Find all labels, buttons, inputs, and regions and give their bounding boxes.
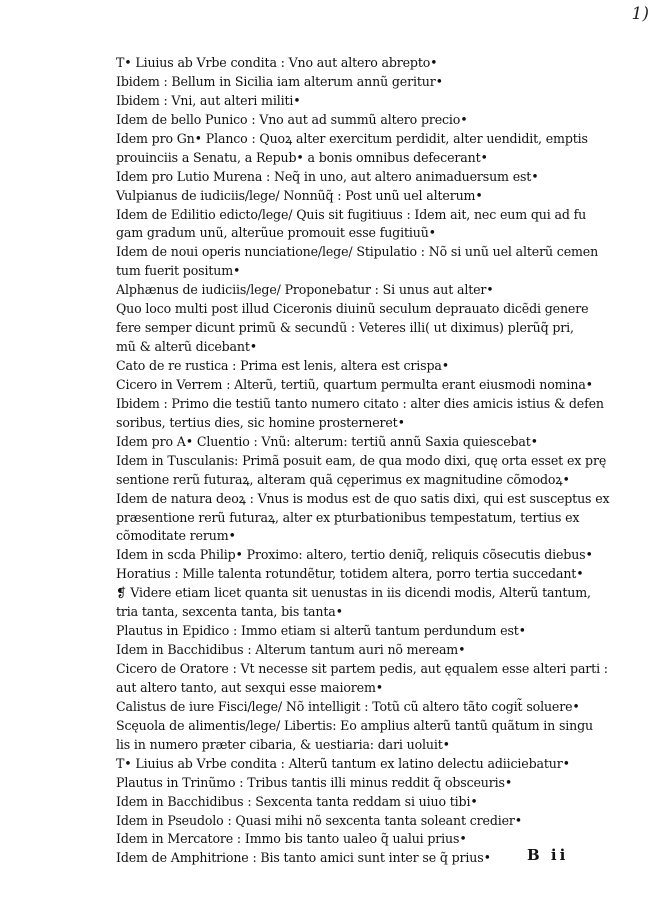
text-line: sentione rerũ futuraꝝ, alteram quã cęperimus ex magnitudine cõmodoꝝ• <box>116 471 570 487</box>
text-block <box>116 54 616 868</box>
text-line: tum fuerit positum• <box>116 263 241 279</box>
text-line: Idem de noui operis nunciatione/lege/ Stipulatio : Nõ si unũ uel alterũ cemen <box>116 244 599 260</box>
text-line: Ibidem : Primo die testiũ tanto numero citato : alter dies amicis istius & defen <box>116 395 604 411</box>
text-line: Quo loco multi post illud Ciceronis diuinũ seculum deprauato dicẽdi genere <box>116 301 589 317</box>
text-line: Idem in Bacchidibus : Sexcenta tanta reddam si uiuo tibi• <box>116 793 478 809</box>
text-line: Scęuola de alimentis/lege/ Libertis: Eo amplius alterũ tantũ quãtum in singu <box>116 717 593 733</box>
text-line: Cato de re rustica : Prima est lenis, altera est crispa• <box>116 358 450 373</box>
text-line: prouinciis a Senatu, a Repub• a bonis omnibus defecerant• <box>116 149 488 165</box>
text-line: fere semper dicunt primũ & secundũ : Veteres illi( ut diximus) plerũq̃ pri, <box>116 320 574 336</box>
text-line: gam gradum unũ, alterũue promouit esse fugitiuũ• <box>116 225 436 241</box>
text-line: Idem in Tusculanis: Primã posuit eam, de qua modo dixi, quę orta esset ex prę <box>116 452 607 468</box>
text-line: Cicero de Oratore : Vt necesse sit partem pedis, aut ęqualem esse alteri parti : <box>116 661 608 676</box>
text-line: Idem in Mercatore : Immo bis tanto ualeo q̃ ualui prius• <box>116 831 467 847</box>
text-line: Calistus de iure Fisci/lege/ Nõ intelligit : Totũ cũ altero tãto cogit̃ soluere• <box>116 698 580 714</box>
text-line: Idem pro A• Cluentio : Vnũ: alterum: tertiũ annũ Saxia quiescebat• <box>116 433 538 449</box>
text-line: præsentione rerũ futuraꝝ, alter ex pturbationibus tempestatum, tertius ex <box>116 509 580 525</box>
text-line: Ibidem : Vni, aut alteri militi• <box>116 92 301 108</box>
text-line: soribus, tertius dies, sic homine prosterneret• <box>116 414 405 430</box>
text-line: T• Liuius ab Vrbe condita : Vno aut altero abrepto• <box>116 55 438 70</box>
text-line: Horatius : Mille talenta rotundẽtur, totidem altera, porro tertia succedant• <box>116 566 584 582</box>
text-line: T• Liuius ab Vrbe condita : Alterũ tantum ex latino delectu adiiciebatur• <box>116 755 570 771</box>
text-line: aut altero tanto, aut sexqui esse maiorem• <box>116 679 384 695</box>
text-line: Idem pro Gn• Planco : Quoꝝ alter exercitum perdidit, alter uendidit, emptis <box>116 130 588 146</box>
text-line: lis in numero præter cibaria, & uestiaria: dari uoluit• <box>116 736 450 752</box>
text-line: Ibidem : Bellum in Sicilia iam alterum annũ geritur• <box>116 73 443 89</box>
text-line: Idem de bello Punico : Vno aut ad summũ altero precio• <box>116 111 468 127</box>
text-line: Idem de natura deoꝝ : Vnus is modus est de quo satis dixi, qui est susceptus ex <box>116 490 610 506</box>
text-line: ❡ Videre etiam licet quanta sit uenustas in iis dicendi modis, Alterũ tantum, <box>116 585 591 601</box>
text-line: Plautus in Trinũmo : Tribus tantis illi minus reddit q̃ obsceuris• <box>116 774 513 790</box>
text-line: Alphænus de iudiciis/lege/ Proponebatur : Si unus aut alter• <box>116 282 494 298</box>
text-line: Idem de Edilitio edicto/lege/ Quis sit fugitiuus : Idem ait, nec eum qui ad fu <box>116 206 587 222</box>
text-line: Plautus in Epidico : Immo etiam si alterũ tantum perdundum est• <box>116 623 526 639</box>
text-line: Idem in scda Philip• Proximo: altero, tertio deniq̃, reliquis cõsecutis diebus• <box>116 547 593 563</box>
text-line: Cicero in Verrem : Alterũ, tertiũ, quartum permulta erant eiusmodi nomina• <box>116 376 593 392</box>
folio-number: 1) <box>631 4 649 24</box>
text-line: Idem in Bacchidibus : Alterum tantum auri nõ meream• <box>116 642 466 658</box>
text-line: cõmoditate rerum• <box>116 528 236 544</box>
text-line: Idem de Amphitrione : Bis tanto amici sunt inter se q̃ prius• <box>116 850 491 866</box>
signature-mark: B ii <box>527 846 569 864</box>
text-line: Idem pro Lutio Murena : Neq̃ in uno, aut altero animaduersum est• <box>116 168 539 184</box>
text-line: tria tanta, sexcenta tanta, bis tanta• <box>116 604 343 620</box>
text-line: mũ & alterũ dicebant• <box>116 339 258 355</box>
text-line: Idem in Pseudolo : Quasi mihi nõ sexcenta tanta soleant credier• <box>116 812 523 828</box>
text-line: Vulpianus de iudiciis/lege/ Nonnũq̃ : Post unũ uel alterum• <box>116 187 483 203</box>
